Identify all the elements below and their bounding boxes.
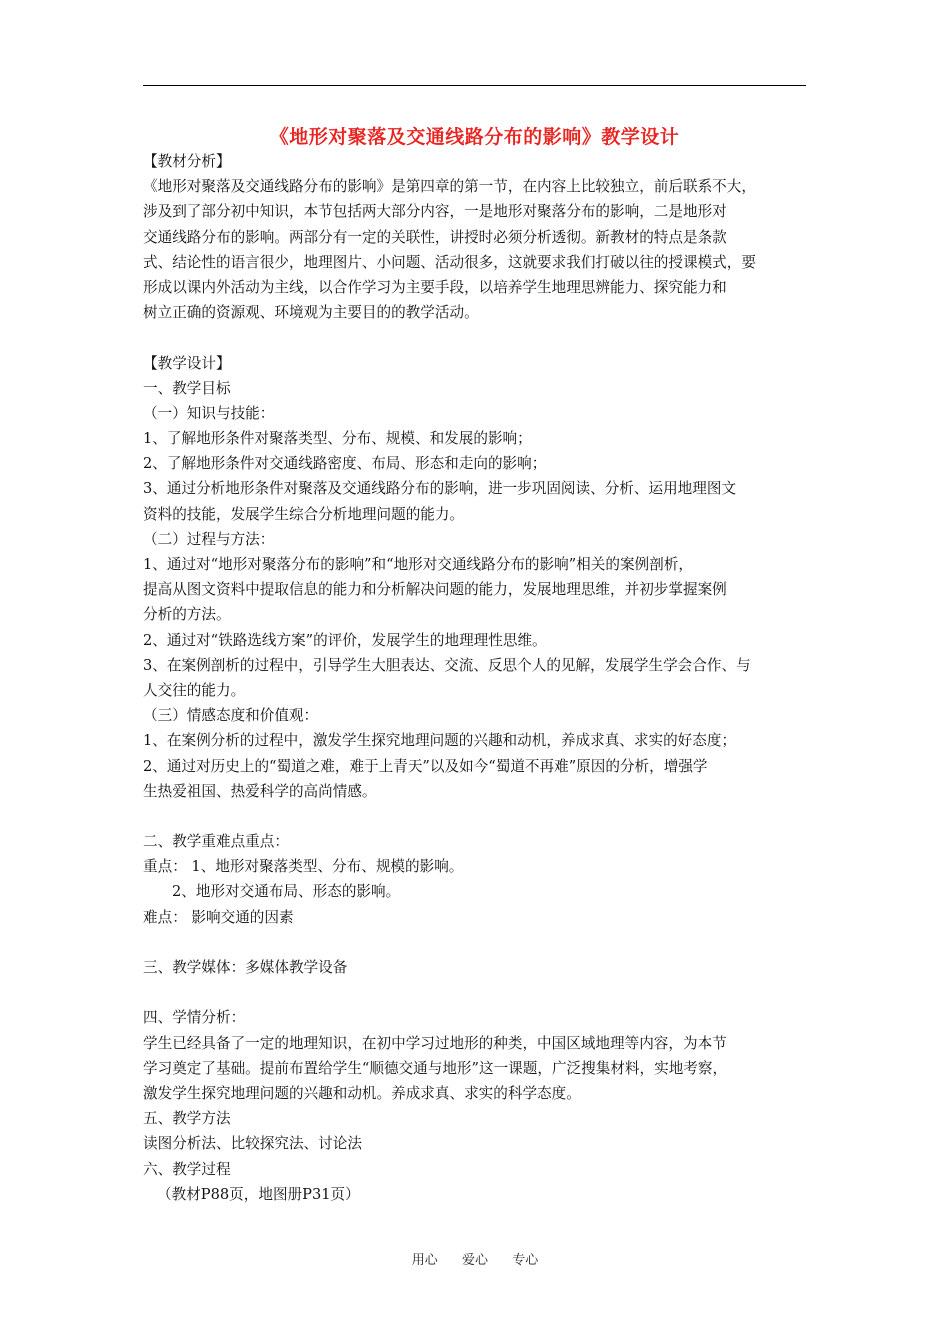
body-line: （教材P88页，地图册P31页） (157, 1185, 360, 1203)
list-item: 3、在案例剖析的过程中，引导学生大胆表达、交流、反思个人的见解，发展学生学会合作、与 (143, 656, 751, 674)
difficult-point-line: 难点： 影响交通的因素 (143, 908, 294, 926)
body-line: 式、结论性的语言很少，地理图片、小问题、活动很多，这就要求我们打破以往的授课模式，要 (143, 253, 756, 271)
blank-line (143, 980, 811, 1005)
document-body (143, 149, 811, 1207)
list-item: 1、通过对“地形对聚落分布的影响”和“地形对交通线路分布的影响”相关的案例剖析， (143, 556, 693, 573)
list-item: 2、通过对历史上的“蜀道之难，难于上青天”以及如今“蜀道不再难”原因的分析，增强学 (143, 757, 708, 775)
section-heading-teaching-design: 【教学设计】 (143, 354, 231, 372)
blank-line (143, 804, 811, 829)
document-title: 《地形对聚落及交通线路分布的影响》教学设计 (269, 126, 680, 148)
list-item: 2、通过对“铁路选线方案”的评价，发展学生的地理理性思维。 (143, 631, 547, 649)
body-line: 形成以课内外活动为主线，以合作学习为主要手段，以培养学生地理思辨能力、探究能力和 (143, 278, 727, 296)
key-point-line: 2、地形对交通布局、形态的影响。 (172, 883, 401, 901)
section-heading-student-analysis: 四、学情分析： (143, 1009, 246, 1027)
section-heading-methods: 五、教学方法 (143, 1110, 231, 1128)
body-line: 《地形对聚落及交通线路分布的影响》是第四章的第一节，在内容上比较独立，前后联系不大， (143, 178, 756, 196)
list-item-continuation: 分析的方法。 (143, 606, 231, 624)
section-heading-material-analysis: 【教材分析】 (143, 153, 231, 170)
list-item-continuation: 生热爱祖国、热爱科学的高尚情感。 (143, 782, 377, 800)
body-line: 学习奠定了基础。提前布置给学生“顺德交通与地形”这一课题，广泛搜集材料，实地考察， (143, 1059, 728, 1077)
blank-line (143, 930, 811, 955)
blank-line (143, 325, 811, 350)
page-footer: 用心 爱心 专心 (411, 1253, 539, 1268)
body-line: 交通线路分布的影响。两部分有一定的关联性，讲授时必须分析透彻。新教材的特点是条款 (143, 228, 727, 246)
body-line: 树立正确的资源观、环境观为主要目的的教学活动。 (143, 304, 479, 322)
body-line: 激发学生探究地理问题的兴趣和动机。养成求真、求实的科学态度。 (143, 1084, 581, 1102)
section-heading-media: 三、教学媒体：多媒体教学设备 (143, 959, 348, 976)
section-heading-process: 六、教学过程 (143, 1160, 231, 1178)
subsection-heading: （一）知识与技能： (143, 404, 275, 422)
list-item: 1、了解地形条件对聚落类型、分布、规模、和发展的影响； (143, 430, 532, 448)
section-heading-key-points: 二、教学重难点重点： (143, 833, 289, 851)
list-item: 2、了解地形条件对交通线路密度、布局、形态和走向的影响； (143, 455, 547, 473)
header-rule (143, 85, 806, 86)
subsection-heading: （三）情感态度和价值观： (143, 707, 319, 725)
list-item-continuation: 资料的技能，发展学生综合分析地理问题的能力。 (143, 505, 465, 523)
body-line: 涉及到了部分初中知识，本节包括两大部分内容，一是地形对聚落分布的影响，二是地形对 (143, 203, 727, 221)
subsection-heading: （二）过程与方法： (143, 530, 275, 548)
list-item-continuation: 人交往的能力。 (143, 681, 246, 699)
list-item: 3、通过分析地形条件对聚落及交通线路分布的影响，进一步巩固阅读、分析、运用地理图文 (143, 480, 737, 498)
list-item: 1、在案例分析的过程中，激发学生探究地理问题的兴趣和动机，养成求真、求实的好态度； (143, 732, 737, 750)
body-line: 读图分析法、比较探究法、讨论法 (143, 1135, 362, 1153)
section-heading-teaching-goals: 一、教学目标 (143, 379, 231, 397)
key-point-line: 重点： 1、地形对聚落类型、分布、规模的影响。 (143, 858, 464, 876)
body-line: 学生已经具备了一定的地理知识，在初中学习过地形的种类，中国区域地理等内容，为本节 (143, 1034, 727, 1052)
list-item-continuation: 提高从图文资料中提取信息的能力和分析解决问题的能力，发展地理思维，并初步掌握案例 (143, 581, 727, 599)
